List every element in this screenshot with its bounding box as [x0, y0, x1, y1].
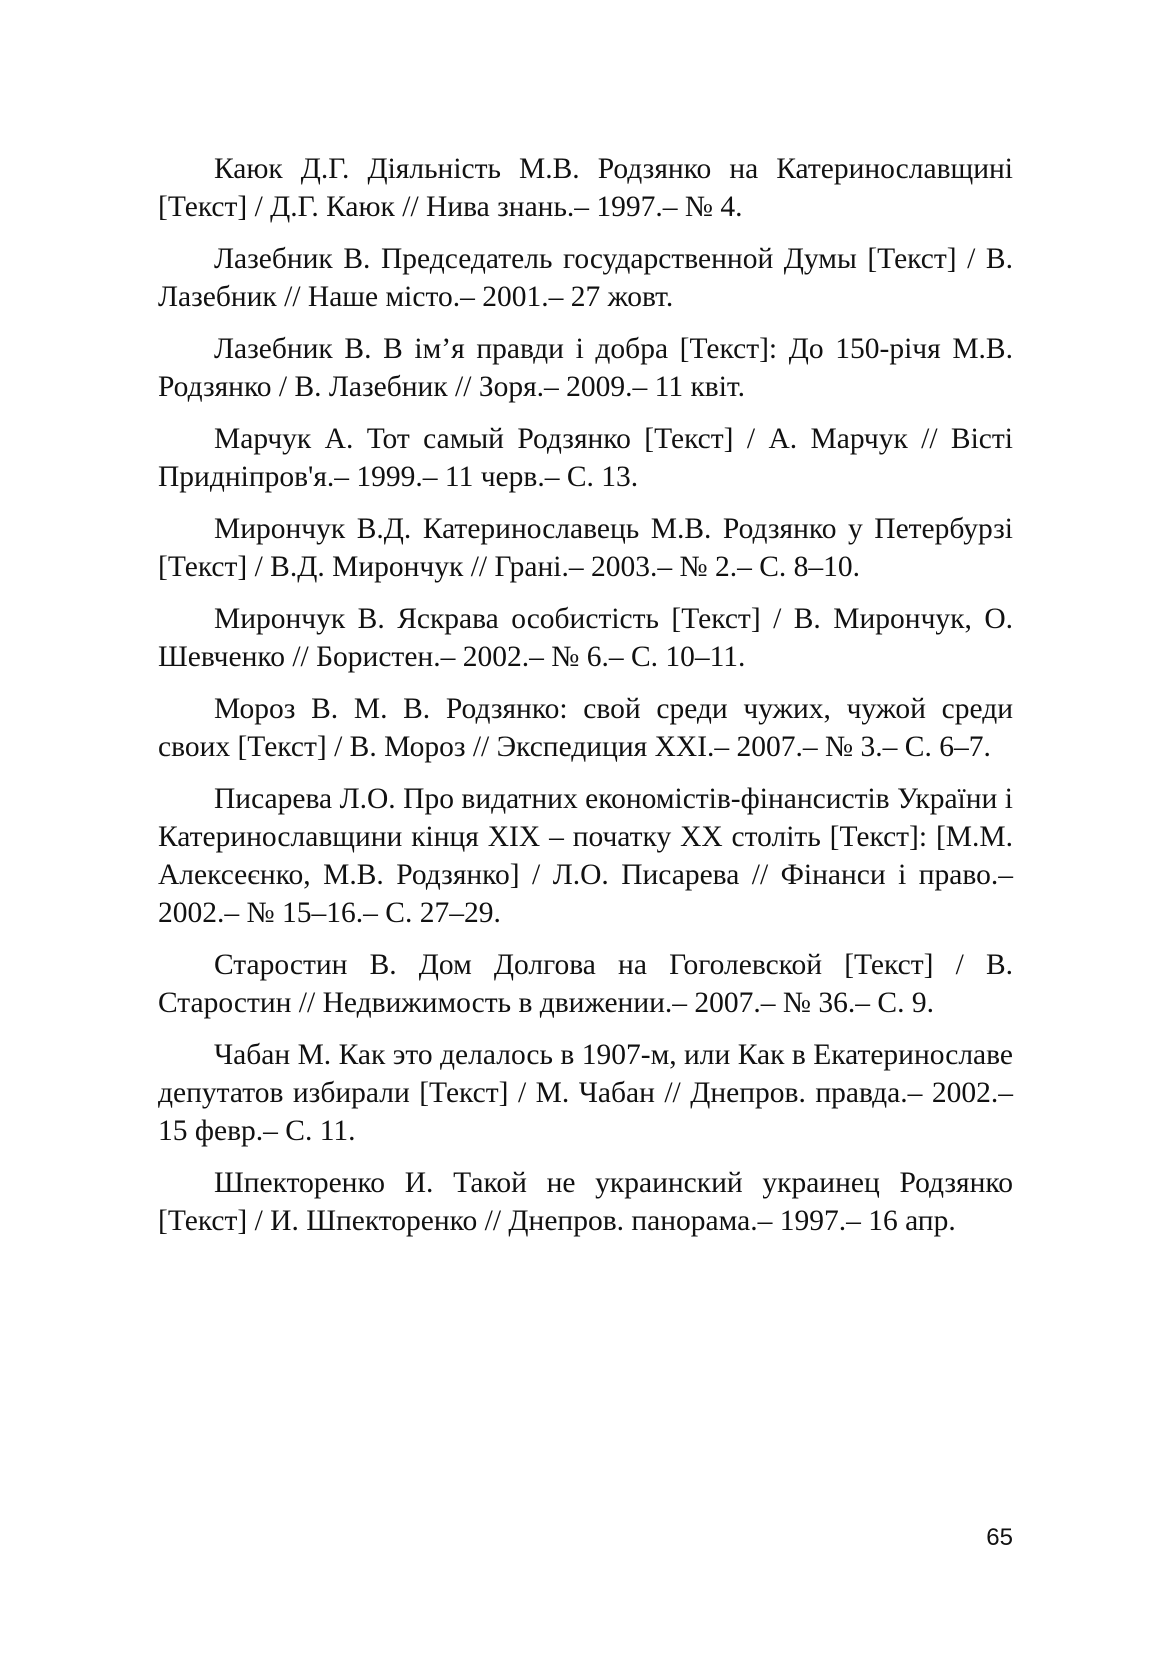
bibliography-entry: Мирончук В.Д. Катеринославець М.В. Родзянко у Петербурзі [Текст] / В.Д. Мирончук // Грані.– 2003.– № 2.– С. 8–10.: [158, 513, 1013, 583]
bibliography-entry: Старостин В. Дом Долгова на Гоголевской [Текст] / В. Старостин // Недвижимость в движении.– 2007.– № 36.– С. 9.: [158, 949, 1013, 1019]
bibliography-entry: Мороз В. М. В. Родзянко: свой среди чужих, чужой среди своих [Текст] / В. Мороз // Экспедиция XXI.– 2007.– № 3.– С. 6–7.: [158, 693, 1013, 763]
bibliography-entry: Лазебник В. В ім’я правди і добра [Текст]: До 150-річя М.В. Родзянко / В. Лазебник // Зоря.– 2009.– 11 квіт.: [158, 333, 1013, 403]
bibliography-entry: Писарева Л.О. Про видатних економістів-фінансистів України і Катеринославщини кінця XIX – початку XX століть [Текст]: [М.М. Алексеєнко, М.В. Родзянко] / Л.О. Писарева // Фінанси і право.– 2002.– № 15–16.– С. 27–29.: [158, 783, 1013, 929]
bibliography-entry: Чабан М. Как это делалось в 1907-м, или Как в Екатеринославе депутатов избирали [Текст] / М. Чабан // Днепров. правда.– 2002.– 15 февр.– С. 11.: [158, 1039, 1013, 1147]
bibliography-list: [158, 150, 1013, 1254]
bibliography-entry: Мирончук В. Яскрава особистість [Текст] / В. Мирончук, О. Шевченко // Бористен.– 2002.– № 6.– С. 10–11.: [158, 603, 1013, 673]
bibliography-entry: Марчук А. Тот самый Родзянко [Текст] / А. Марчук // Вісті Придніпров'я.– 1999.– 11 черв.– С. 13.: [158, 423, 1013, 493]
bibliography-entry: Лазебник В. Председатель государственной Думы [Текст] / В. Лазебник // Наше місто.– 2001.– 27 жовт.: [158, 243, 1013, 313]
bibliography-entry: Шпекторенко И. Такой не украинский украинец Родзянко [Текст] / И. Шпекторенко // Днепров. панорама.– 1997.– 16 апр.: [158, 1167, 1013, 1237]
page-number: 65: [986, 1524, 1013, 1551]
bibliography-entry: Каюк Д.Г. Діяльність М.В. Родзянко на Катеринославщині [Текст] / Д.Г. Каюк // Нива знань.– 1997.– № 4.: [158, 153, 1013, 223]
